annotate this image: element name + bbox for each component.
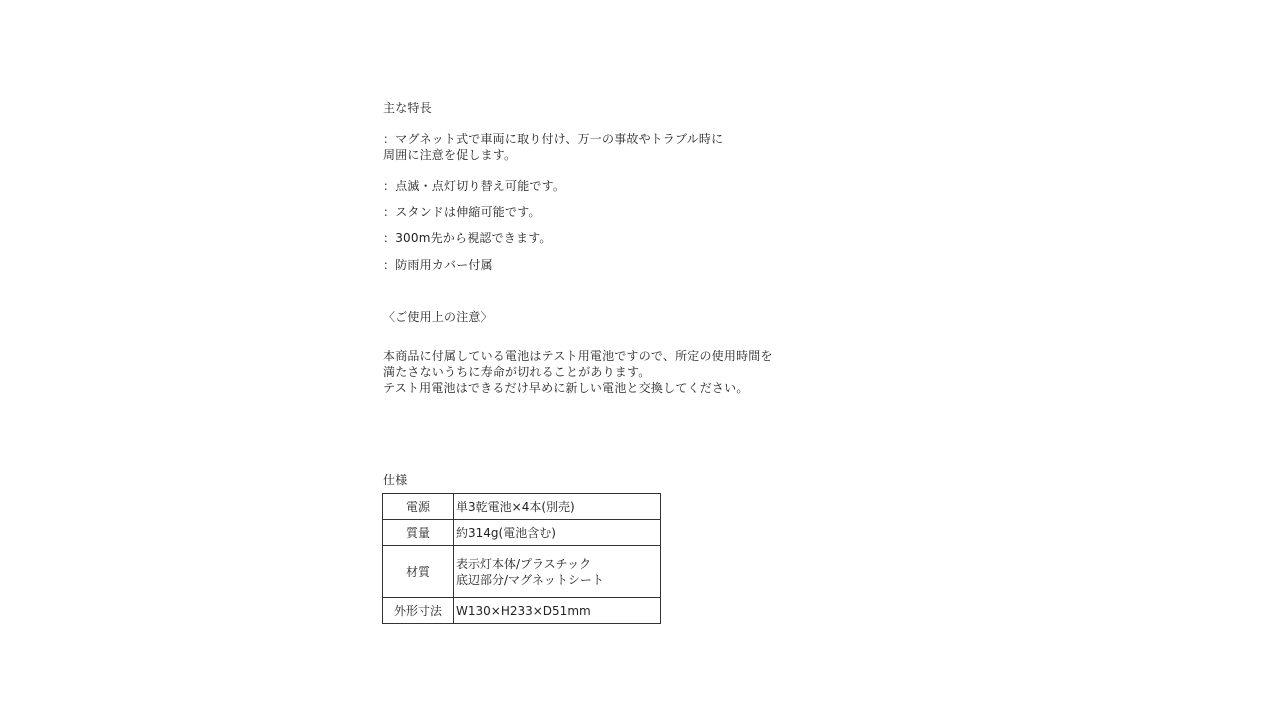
spec-label: 外形寸法	[383, 598, 454, 624]
features-heading: 主な特長	[383, 101, 432, 115]
spec-row-power	[383, 494, 661, 520]
caution-text-line: 満たさないうちに寿命が切れることがあります。	[383, 365, 651, 379]
caution-text-line: テスト用電池はできるだけ早めに新しい電池と交換してください。	[383, 381, 749, 395]
spec-heading: 仕様	[383, 473, 408, 487]
spec-value-line: 表示灯本体/プラスチック	[456, 556, 592, 571]
spec-value	[454, 546, 661, 598]
spec-table	[382, 493, 661, 624]
spec-label: 電源	[383, 494, 454, 520]
caution-text-line: 本商品に付属している電池はテスト用電池ですので、所定の使用時間を	[383, 349, 773, 363]
spec-label: 質量	[383, 520, 454, 546]
spec-row-weight	[383, 520, 661, 546]
spec-row-material	[383, 546, 661, 598]
feature-item-continued: 周囲に注意を促します。	[383, 148, 517, 162]
caution-heading: 〈ご使用上の注意〉	[383, 310, 493, 324]
spec-value-line: 底辺部分/マグネットシート	[456, 572, 604, 587]
feature-item: ：マグネット式で車両に取り付け、万一の事故やトラブル時に	[383, 132, 724, 146]
spec-row-dimensions	[383, 598, 661, 624]
feature-item: ：300m先から視認できます。	[383, 231, 552, 245]
spec-value: 単3乾電池×4本(別売)	[454, 494, 661, 520]
feature-item: ：点滅・点灯切り替え可能です。	[383, 179, 566, 193]
feature-item: ：スタンドは伸縮可能です。	[383, 205, 541, 219]
feature-item: ：防雨用カバー付属	[383, 258, 493, 272]
spec-label: 材質	[383, 546, 454, 598]
spec-value: 約314g(電池含む)	[454, 520, 661, 546]
spec-value: W130×H233×D51mm	[454, 598, 661, 624]
